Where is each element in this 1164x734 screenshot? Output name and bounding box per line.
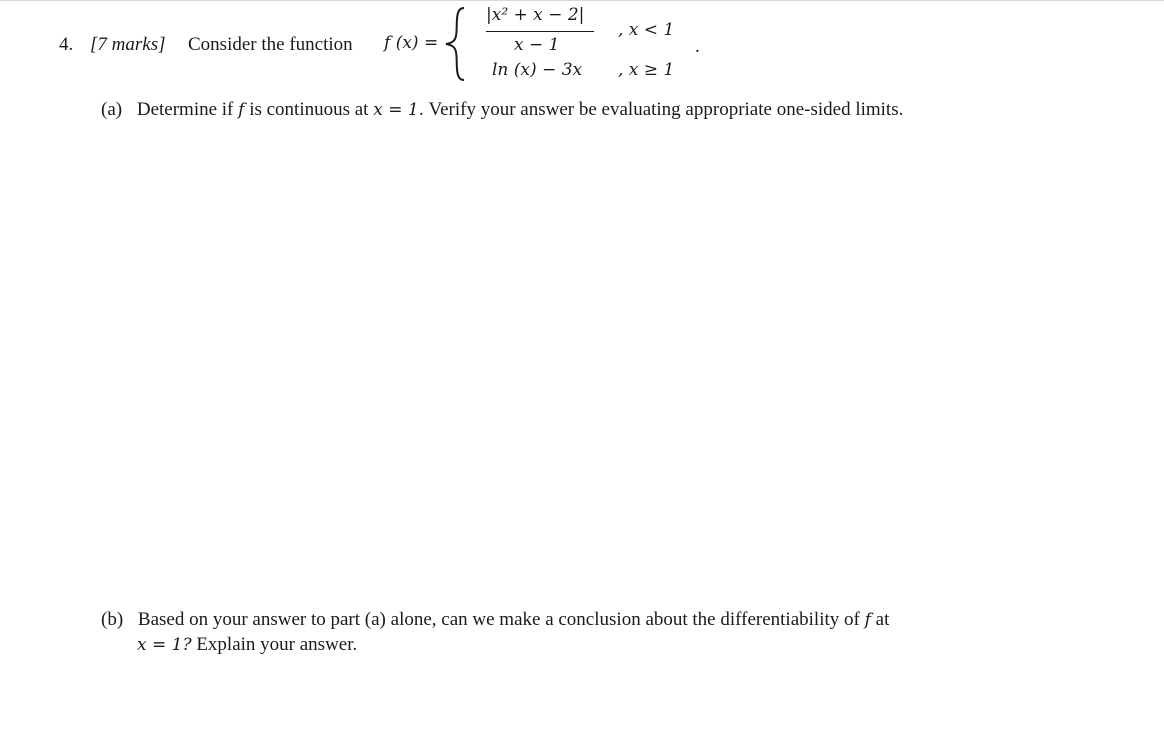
marks-label: [7 marks] [90, 34, 166, 55]
case1-denominator: x − 1 [514, 35, 560, 55]
part-a-text-1: Determine if [136, 99, 234, 120]
case2-condition: , x ≥ 1 [618, 60, 675, 80]
case2-expression: ln (x) − 3x [492, 60, 583, 80]
part-b-var: f [864, 610, 871, 630]
part-b-line-1 [101, 610, 889, 629]
question-number: 4. [59, 34, 74, 55]
part-a-var: f [238, 100, 245, 120]
case1-condition: , x < 1 [618, 20, 675, 40]
part-b-math: x = 1? [137, 635, 192, 655]
function-name: f (x) = [384, 33, 439, 53]
part-b-text-3: Explain your answer. [196, 634, 358, 655]
top-border-line [0, 0, 1164, 1]
part-a-math: x = 1. [373, 100, 425, 120]
part-a-label: (a) [101, 99, 123, 120]
fraction-bar [486, 31, 594, 32]
case1-numerator: |x² + x − 2| [486, 5, 585, 25]
part-a [101, 100, 903, 119]
part-b-text-1: Based on your answer to part (a) alone, can we make a conclusion about the differentiability of [137, 609, 860, 630]
part-b-text-2: at [875, 609, 890, 630]
part-b-line-2 [137, 635, 357, 654]
part-a-text-2: is continuous at [249, 99, 369, 120]
part-b-label: (b) [101, 609, 124, 630]
trailing-period: . [695, 36, 700, 57]
question-intro: Consider the function [188, 34, 353, 55]
part-a-text-3: Verify your answer be evaluating appropriate one-sided limits. [428, 99, 904, 120]
piecewise-brace [440, 4, 470, 84]
